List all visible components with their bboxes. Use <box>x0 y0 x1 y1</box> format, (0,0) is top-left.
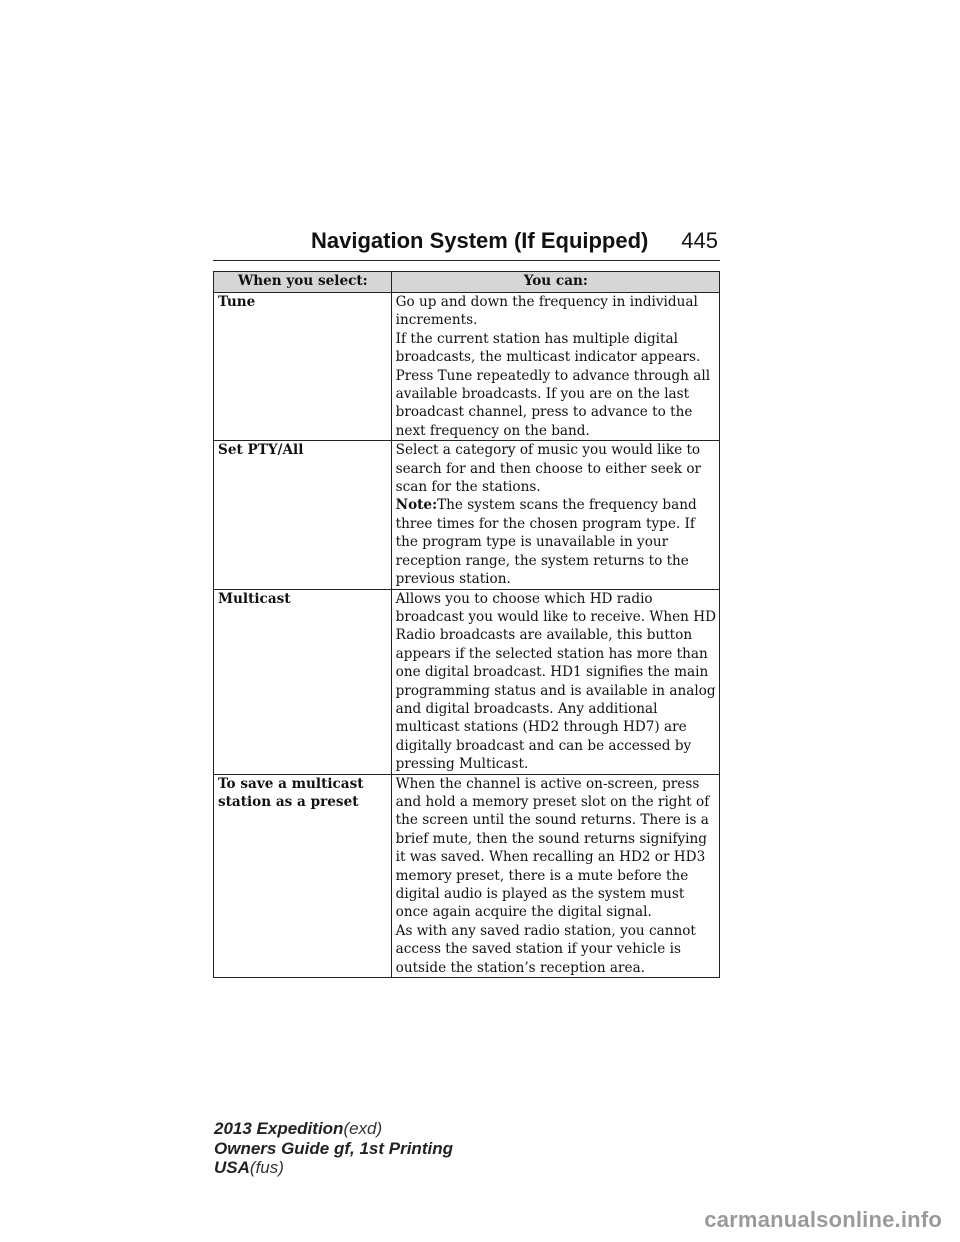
description-line: As with any saved radio station, you cannot <box>395 922 696 939</box>
description-line: once again acquire the digital signal. <box>395 904 652 921</box>
row-description-tune <box>391 293 719 441</box>
row-label-line: Set PTY/All <box>218 442 304 459</box>
section-title: Navigation System (If Equipped) <box>311 228 649 253</box>
description-line: appears if the selected station has more than <box>395 645 708 662</box>
description-line: previous station. <box>395 571 511 588</box>
row-label-tune <box>214 293 392 441</box>
print-info-footer <box>214 1119 453 1178</box>
description-line: and hold a memory preset slot on the right of <box>395 793 710 810</box>
row-label-line: To save a multicast <box>218 775 364 792</box>
row-description-save-multicast-preset <box>391 774 719 977</box>
footer-model: 2013 Expedition <box>214 1119 344 1138</box>
row-label-line: station as a preset <box>218 793 359 810</box>
footer-line <box>214 1119 453 1139</box>
note-text: The system scans the frequency band <box>437 497 697 514</box>
table-row <box>214 774 720 977</box>
description-line: broadcasts, the multicast indicator appears. <box>395 349 701 366</box>
description-line: outside the station’s reception area. <box>395 959 645 976</box>
description-line: increments. <box>395 312 478 329</box>
row-label-line: Tune <box>218 294 256 310</box>
description-line: Select a category of music you would like to <box>395 442 701 459</box>
row-label-line: Multicast <box>218 590 291 607</box>
description-line: the screen until the sound returns. There is a <box>395 812 709 829</box>
footer-line <box>214 1158 453 1178</box>
description-line: digitally broadcast and can be accessed by <box>395 737 692 754</box>
watermark: carmanualsonline.info <box>704 1207 942 1232</box>
description-line: broadcast channel, press to advance to the <box>395 404 693 421</box>
description-line: available broadcasts. If you are on the last <box>395 386 690 403</box>
row-description-set-pty-all <box>391 441 719 589</box>
table-row <box>214 589 720 774</box>
description-line: scan for the stations. <box>395 479 541 496</box>
description-line: Go up and down the frequency in individual <box>395 294 698 310</box>
footer-region: USA <box>214 1158 250 1177</box>
description-line: next frequency on the band. <box>395 422 590 439</box>
description-line: brief mute, then the sound returns signifying <box>395 830 707 847</box>
description-line: When the channel is active on-screen, press <box>395 775 700 792</box>
row-description-multicast <box>391 589 719 774</box>
description-line: three times for the chosen program type. If <box>395 515 695 532</box>
description-line: Allows you to choose which HD radio <box>395 590 653 607</box>
row-label-set-pty-all <box>214 441 392 589</box>
description-line: search for and then choose to either seek or <box>395 460 702 477</box>
row-label-save-multicast-preset <box>214 774 392 977</box>
note-line <box>396 496 716 514</box>
description-line: multicast stations (HD2 through HD7) are <box>395 719 687 736</box>
description-line: broadcast you would like to receive. When HD <box>395 608 716 625</box>
description-line: pressing Multicast. <box>395 756 529 773</box>
footer-region-code: (fus) <box>249 1158 284 1177</box>
footer-guide: Owners Guide gf, 1st Printing <box>214 1138 453 1158</box>
footer-model-code: (exd) <box>343 1119 383 1138</box>
table-row <box>214 293 720 441</box>
column-header-select: When you select: <box>214 272 392 293</box>
description-line: it was saved. When recalling an HD2 or HD3 <box>395 849 706 866</box>
description-line: and digital broadcasts. Any additional <box>395 700 658 717</box>
description-line: one digital broadcast. HD1 signifies the main <box>395 664 709 681</box>
note-label: Note: <box>395 497 438 514</box>
description-line: programming status and is available in analog <box>395 682 716 699</box>
description-line: the program type is unavailable in your <box>395 534 669 551</box>
description-line: access the saved station if your vehicle is <box>395 941 681 958</box>
page-header <box>213 226 720 261</box>
feature-table <box>213 271 720 978</box>
footer-line <box>214 1139 453 1159</box>
description-line: digital audio is played as the system must <box>395 886 685 902</box>
description-line: memory preset, there is a mute before the <box>395 867 689 884</box>
description-line: Radio broadcasts are available, this button <box>395 627 693 644</box>
page-number: 445 <box>681 228 718 253</box>
description-line: Press Tune repeatedly to advance through all <box>395 367 711 384</box>
table-header-row <box>214 272 720 293</box>
description-line: reception range, the system returns to the <box>395 552 689 569</box>
column-header-you-can: You can: <box>391 272 719 293</box>
description-line: If the current station has multiple digital <box>395 330 678 347</box>
row-label-multicast <box>214 589 392 774</box>
table-row <box>214 441 720 589</box>
